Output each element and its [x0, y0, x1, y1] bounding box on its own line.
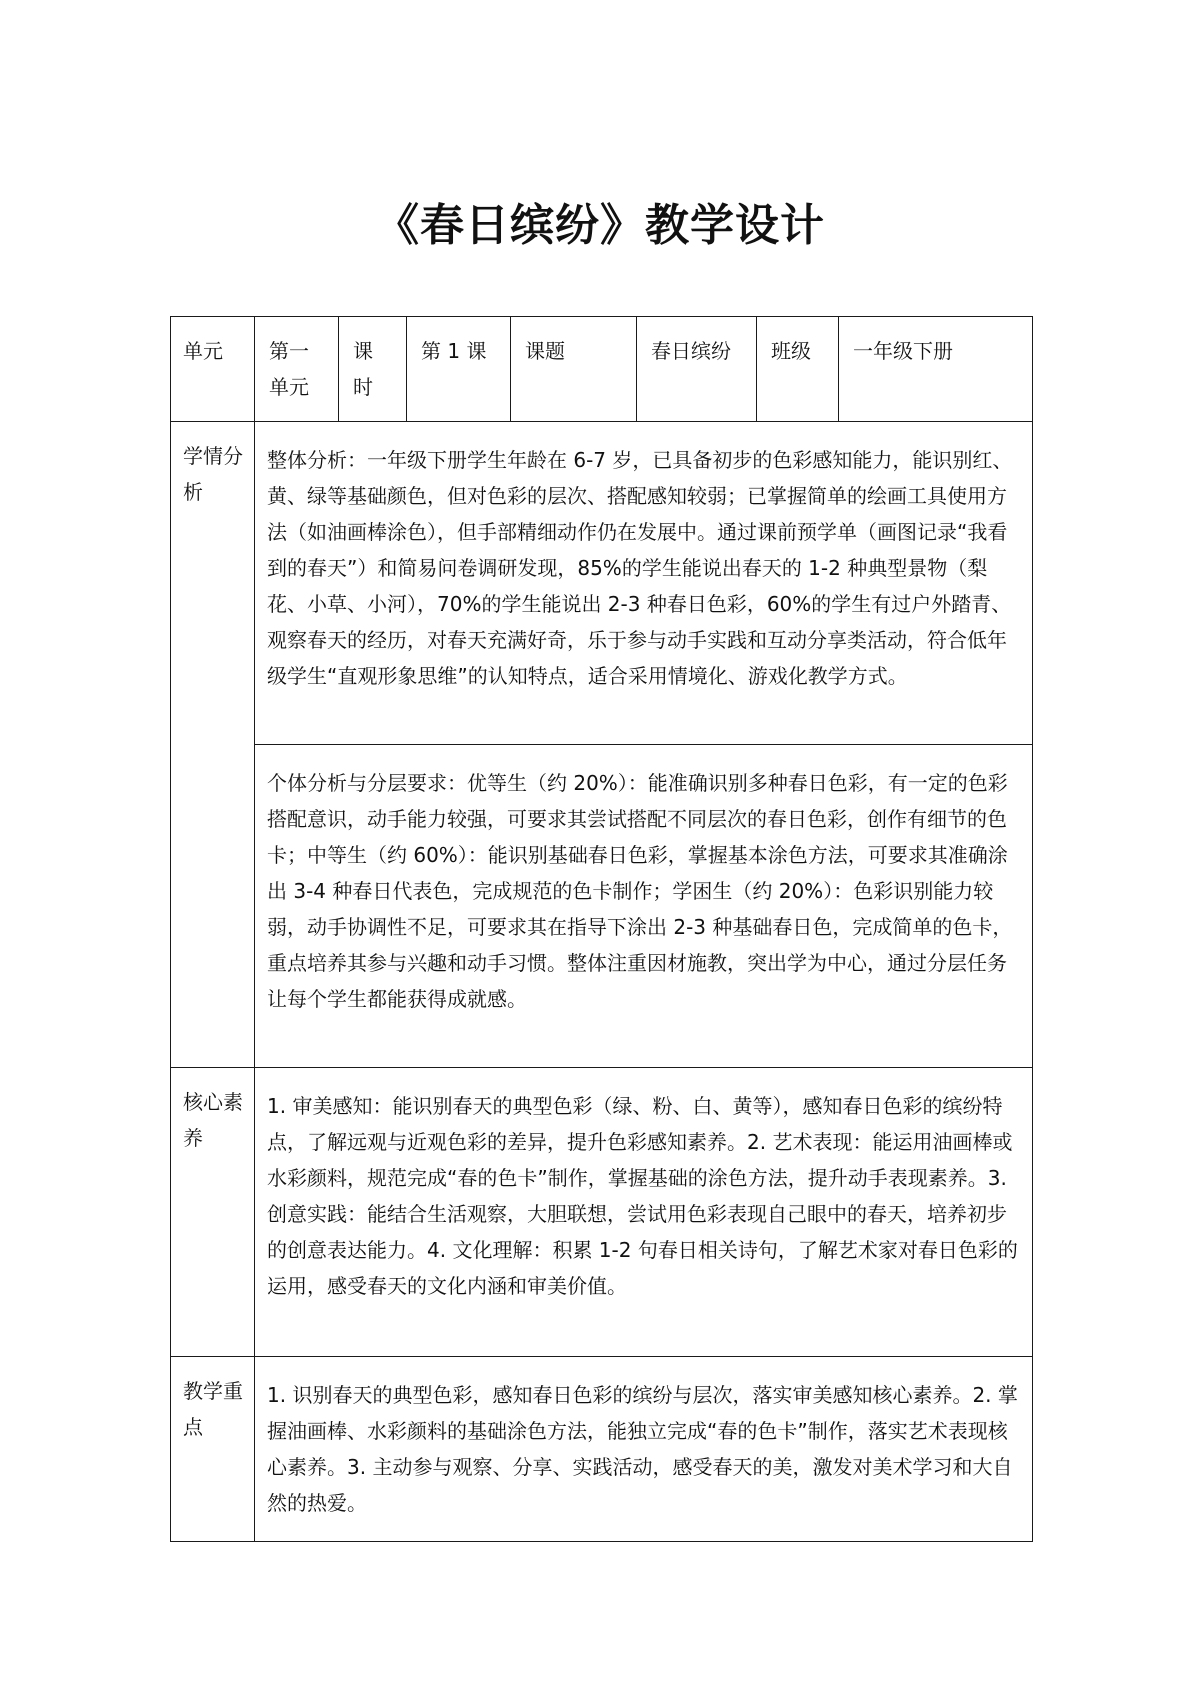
xueqing-overall-row	[171, 422, 1033, 745]
zhongdian-row	[171, 1357, 1033, 1542]
hexin-text-cell	[255, 1068, 1033, 1357]
lesson-value: 第 1 课	[421, 339, 487, 363]
unit-value-cell	[255, 317, 339, 422]
lesson-value-cell	[407, 317, 511, 422]
zhongdian-label-cell	[171, 1357, 255, 1542]
class-value: 一年级下册	[853, 339, 953, 363]
unit-label: 单元	[183, 339, 223, 363]
lesson-label-cell	[339, 317, 407, 422]
xueqing-label-cell	[171, 422, 255, 1068]
unit-value: 第一单元	[269, 339, 309, 399]
zhongdian-text-cell	[255, 1357, 1033, 1542]
topic-label: 课题	[525, 339, 565, 363]
zhongdian-label: 教学重点	[183, 1379, 243, 1439]
unit-label-cell	[171, 317, 255, 422]
class-label-cell	[757, 317, 839, 422]
xueqing-label: 学情分析	[183, 444, 243, 504]
document-title: 《春日缤纷》教学设计	[375, 200, 825, 251]
hexin-row	[171, 1068, 1033, 1357]
xueqing-individual-text: 个体分析与分层要求：优等生（约 20%）：能准确识别多种春日色彩，有一定的色彩搭配意识，动手能力较强，可要求其尝试搭配不同层次的春日色彩，创作有细节的色卡；中等生（约 60%）：能识别基础春日色彩，掌握基本涂色方法，可要求其准确涂出 3-4 种春日代表色，完成规范的色卡制作；学困生（约 20%）：色彩识别能力较弱，动手协调性不足，可要求其在指导下涂出 2-3 种基础春日色，完成简单的色卡，重点培养其参与兴趣和动手习惯。整体注重因材施教，突出学为中心，通过分层任务让每个学生都能获得成就感。	[267, 771, 1013, 1011]
topic-label-cell	[511, 317, 637, 422]
topic-value-cell	[637, 317, 757, 422]
xueqing-individual-row	[171, 745, 1033, 1068]
hexin-label: 核心素养	[183, 1090, 243, 1150]
hexin-text: 1. 审美感知：能识别春天的典型色彩（绿、粉、白、黄等），感知春日色彩的缤纷特点，了解远观与近观色彩的差异，提升色彩感知素养。2. 艺术表现：能运用油画棒或水彩颜料，规范完成“春的色卡”制作，掌握基础的涂色方法，提升动手表现素养。3. 创意实践：能结合生活观察，大胆联想，尝试用色彩表现自己眼中的春天，培养初步的创意表达能力。4. 文化理解：积累 1-2 句春日相关诗句，了解艺术家对春日色彩的运用，感受春天的文化内涵和审美价值。	[267, 1094, 1018, 1298]
xueqing-overall-cell	[255, 422, 1033, 745]
class-label: 班级	[771, 339, 811, 363]
xueqing-individual-cell	[255, 745, 1033, 1068]
hexin-label-cell	[171, 1068, 255, 1357]
xueqing-overall-text: 整体分析：一年级下册学生年龄在 6-7 岁，已具备初步的色彩感知能力，能识别红、黄、绿等基础颜色，但对色彩的层次、搭配感知较弱；已掌握简单的绘画工具使用方法（如油画棒涂色），但手部精细动作仍在发展中。通过课前预学单（画图记录“我看到的春天”）和简易问卷调研发现，85%的学生能说出春天的 1-2 种典型景物（梨花、小草、小河），70%的学生能说出 2-3 种春日色彩，60%的学生有过户外踏青、观察春天的经历，对春天充满好奇，乐于参与动手实践和互动分享类活动，符合低年级学生“直观形象思维”的认知特点，适合采用情境化、游戏化教学方式。	[267, 448, 1013, 688]
lesson-design-table	[170, 316, 1033, 1542]
class-value-cell	[839, 317, 1033, 422]
zhongdian-text: 1. 识别春天的典型色彩，感知春日色彩的缤纷与层次，落实审美感知核心素养。2. 掌握油画棒、水彩颜料的基础涂色方法，能独立完成“春的色卡”制作，落实艺术表现核心素养。3. 主动参与观察、分享、实践活动，感受春天的美，激发对美术学习和大自然的热爱。	[267, 1383, 1018, 1515]
header-row	[171, 317, 1033, 422]
lesson-label: 课时	[353, 339, 373, 399]
topic-value: 春日缤纷	[651, 339, 731, 363]
